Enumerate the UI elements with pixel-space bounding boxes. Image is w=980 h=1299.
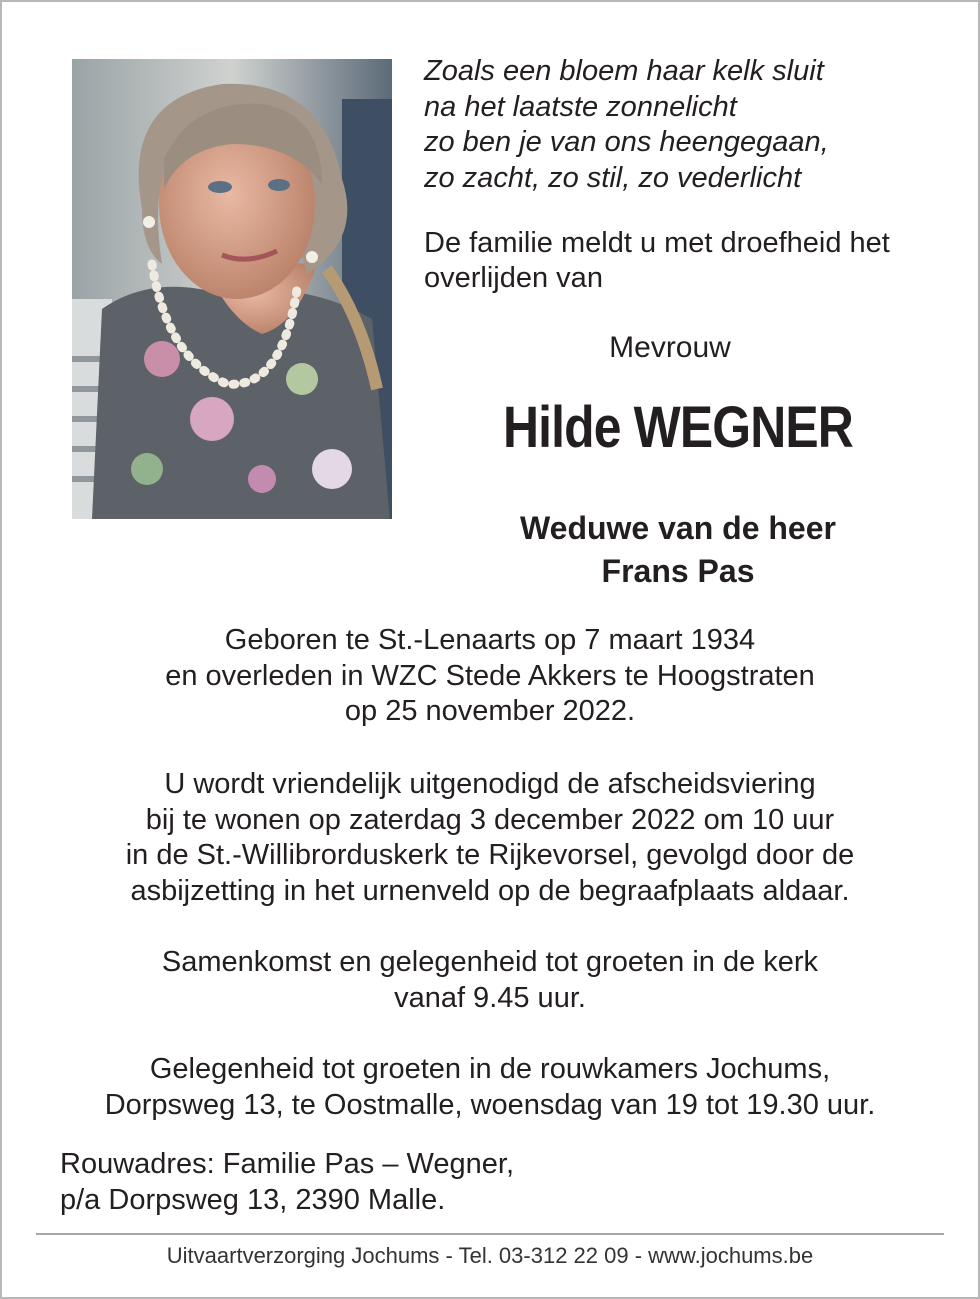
intro-line: overlijden van	[424, 262, 603, 294]
birth-death-line: op 25 november 2022.	[344, 695, 636, 727]
widow-line: Weduwe van de heer	[520, 510, 836, 546]
birth-death-line: Geboren te St.-Lenaarts op 7 maart 1934	[224, 624, 756, 656]
widow-statement	[420, 507, 936, 593]
ceremony-line: in de St.-Willibrorduskerk te Rijkevorsel, gevolgd door de	[125, 839, 855, 871]
ceremony-line: asbijzetting in het urnenveld op de begraafplaats aldaar.	[130, 874, 850, 907]
ceremony-line: U wordt vriendelijk uitgenodigd de afscheidsviering	[164, 768, 816, 800]
viewing-line: Dorpsweg 13, te Oostmalle, woensdag van 19 tot 19.30 uur.	[104, 1088, 876, 1121]
mourning-address	[60, 1146, 514, 1218]
widow-line: Frans Pas	[601, 553, 755, 589]
intro-line: De familie meldt u met droefheid het	[424, 227, 890, 259]
birth-death-line: en overleden in WZC Stede Akkers te Hoogstraten	[165, 659, 815, 692]
gathering-line: vanaf 9.45 uur.	[394, 981, 586, 1014]
birth-death-details	[40, 623, 940, 730]
portrait-photo	[72, 59, 392, 519]
ceremony-line: bij te wonen op zaterdag 3 december 2022 om 10 uur	[145, 803, 835, 836]
address-line: p/a Dorpsweg 13, 2390 Malle.	[60, 1184, 446, 1216]
ceremony-details	[40, 767, 940, 909]
deceased-name: Hilde WEGNER	[503, 395, 853, 460]
poem-line: zo ben je van ons heengegaan,	[424, 126, 829, 158]
poem	[424, 54, 829, 196]
viewing-line: Gelegenheid tot groeten in de rouwkamers Jochums,	[149, 1053, 831, 1085]
funeral-home-footer: Uitvaartverzorging Jochums - Tel. 03-312 22 09 - www.jochums.be	[166, 1243, 814, 1268]
announcement-intro	[424, 226, 890, 296]
address-line: Rouwadres: Familie Pas – Wegner,	[60, 1148, 515, 1180]
honorific-title: Mevrouw	[609, 331, 731, 364]
poem-line: zo zacht, zo stil, zo vederlicht	[424, 161, 802, 194]
gathering-line: Samenkomst en gelegenheid tot groeten in de kerk	[161, 946, 819, 978]
poem-line: Zoals een bloem haar kelk sluit	[424, 55, 824, 87]
gathering-details	[40, 945, 940, 1016]
footer-divider	[36, 1233, 944, 1235]
poem-line: na het laatste zonnelicht	[424, 90, 737, 123]
viewing-details	[40, 1052, 940, 1123]
